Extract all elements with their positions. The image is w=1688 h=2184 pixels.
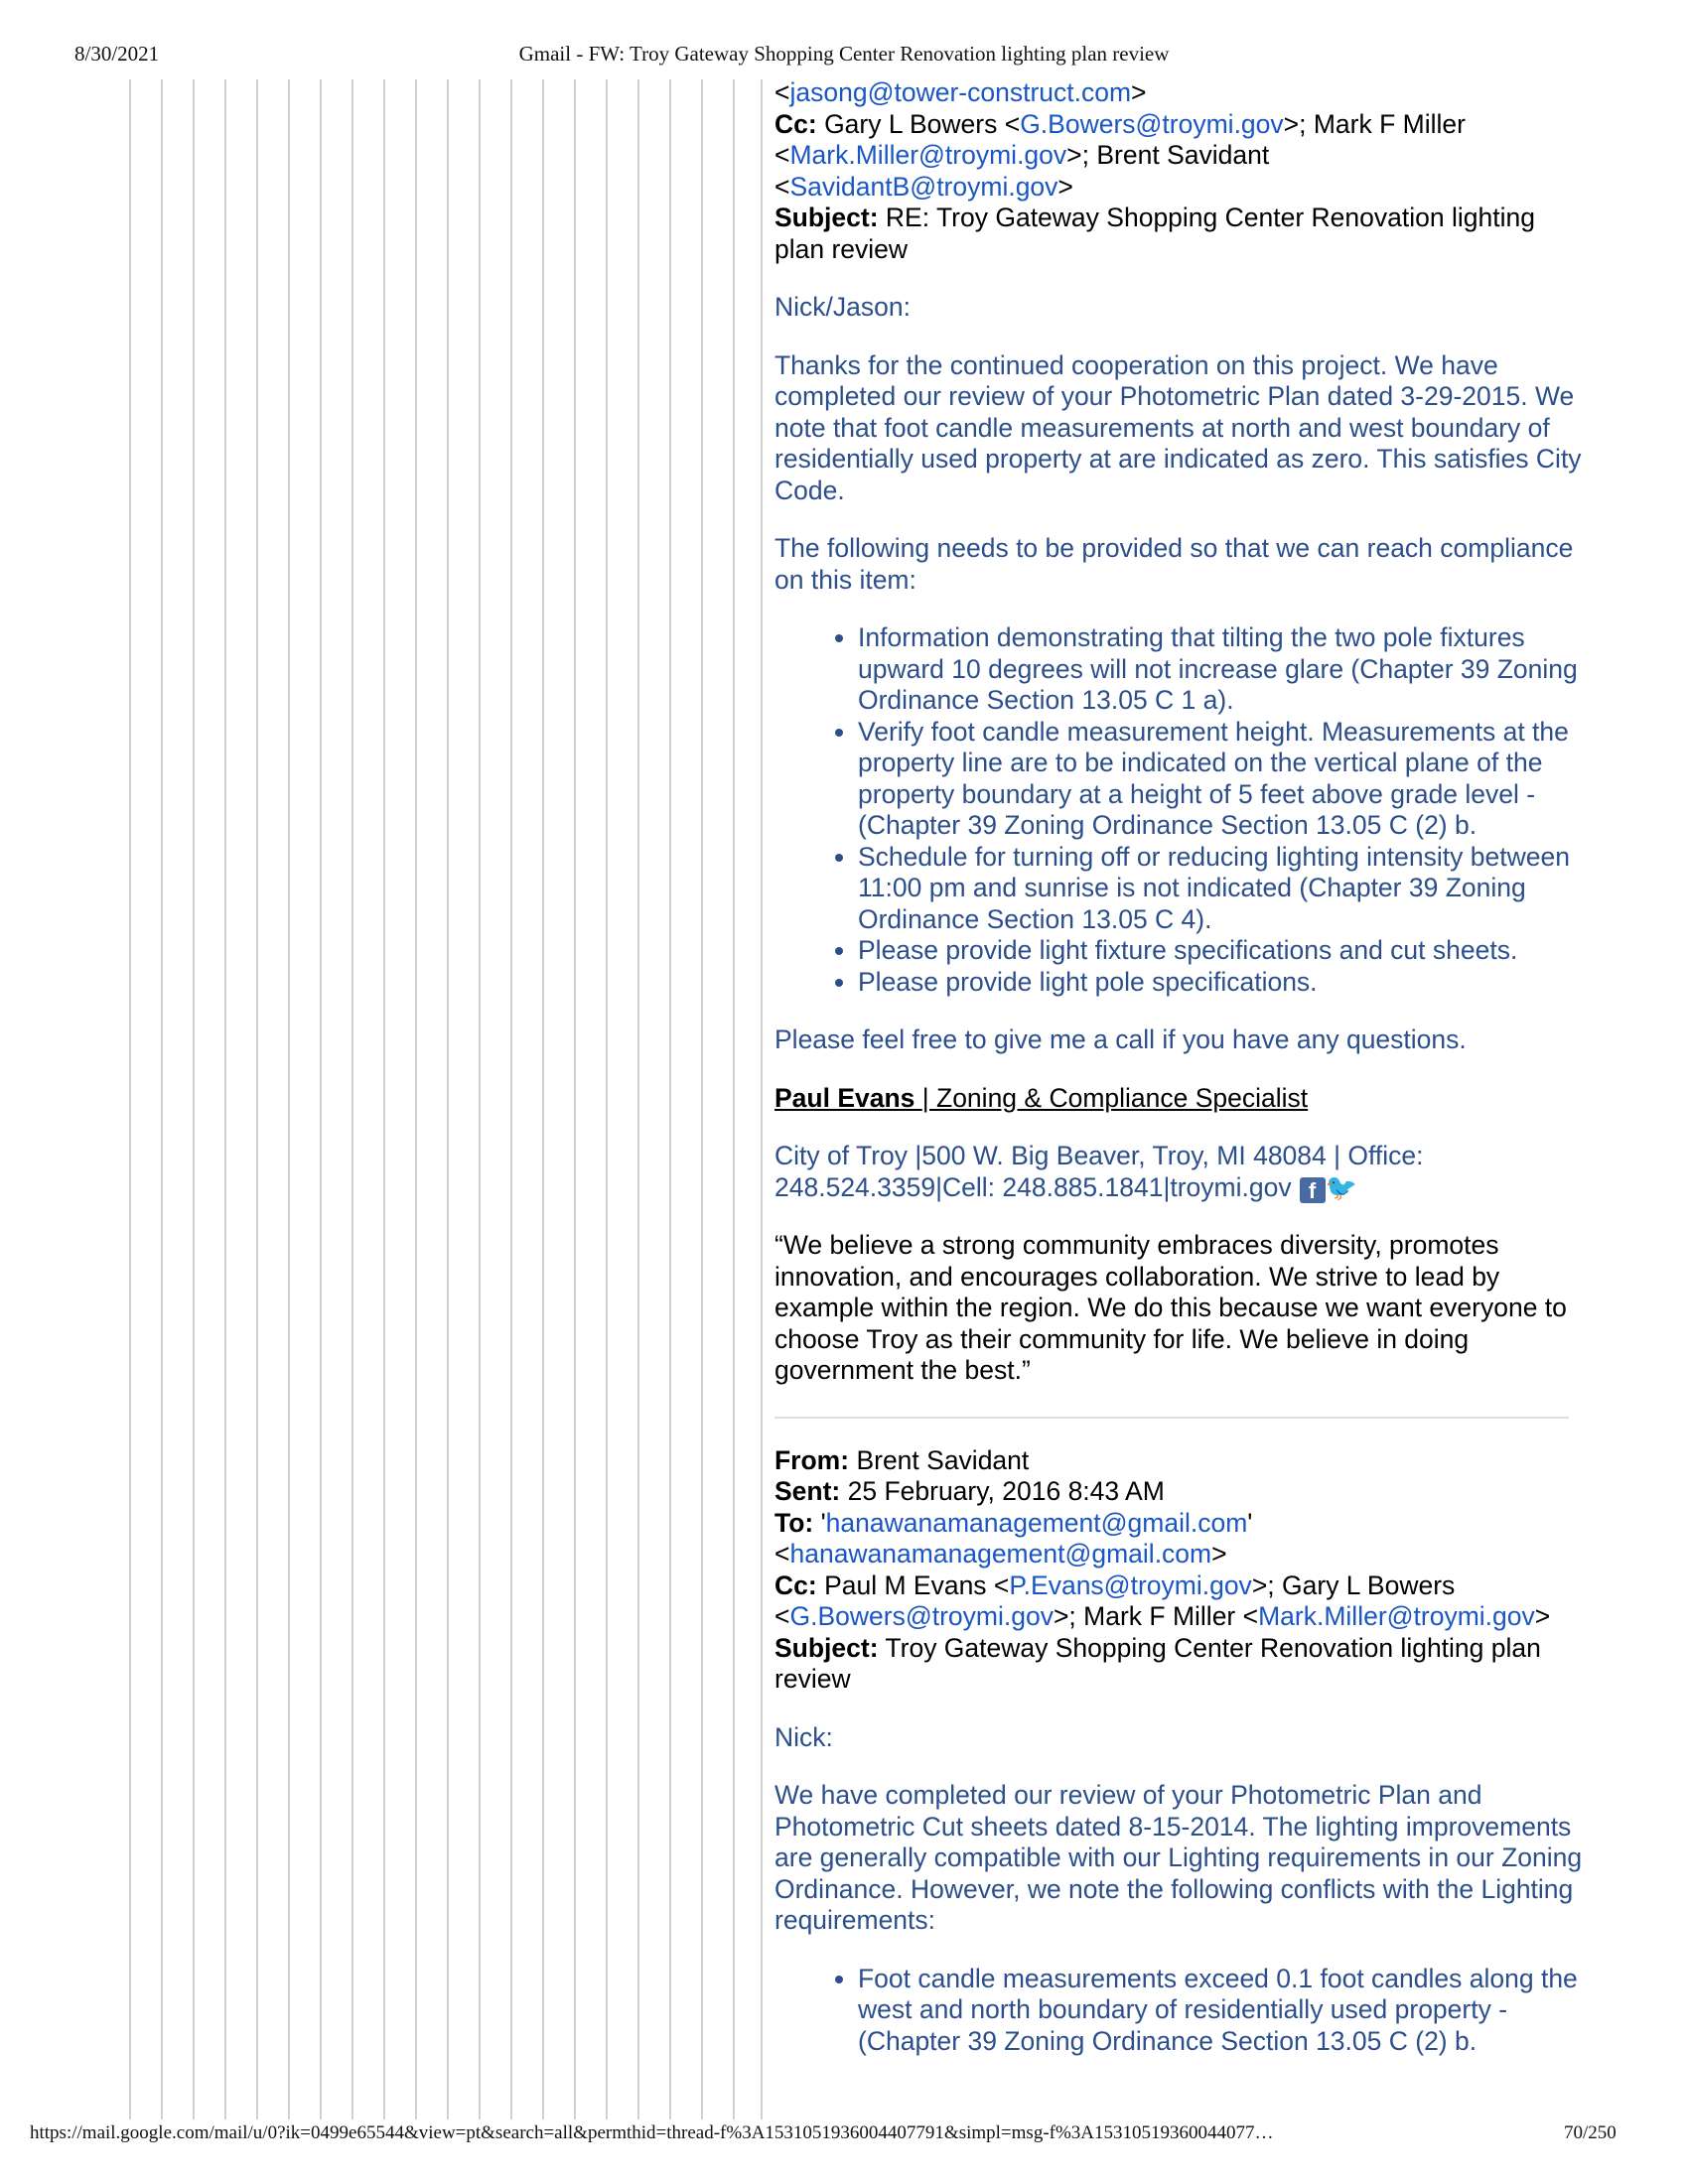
email-link[interactable]: Mark.Miller@troymi.gov (789, 140, 1067, 170)
page-number: 70/250 (1564, 2122, 1617, 2143)
twitter-icon[interactable]: 🐦 (1325, 1171, 1357, 1202)
email-link[interactable]: hanawanamanagement@gmail.com (789, 1539, 1212, 1569)
message-divider (774, 1417, 1569, 1419)
facebook-icon[interactable]: f (1300, 1177, 1326, 1203)
cc-line: Cc: Paul M Evans <P.Evans@troymi.gov>; Gary L Bowers <G.Bowers@troymi.gov>; Mark F Miller <Mark.Miller@troymi.gov> (774, 1570, 1551, 1631)
print-url: https://mail.google.com/mail/u/0?ik=0499e65544&view=pt&search=all&permthid=thread-f%3A1531051936004407791&simpl=msg-f%3A15310519360044077… (30, 2122, 1274, 2143)
to-continuation: <jasong@tower-construct.com> (774, 77, 1147, 107)
email-link[interactable]: G.Bowers@troymi.gov (1020, 108, 1284, 139)
list-item: • Information demonstrating that tilting the two pole fixtures upward 10 degrees will not increase glare (Chapter 39 Zoning Ordinance Section 13.05 C 1 a). (858, 622, 1589, 717)
from-line: From: Brent Savidant (774, 1444, 1030, 1475)
paragraph: Thanks for the continued cooperation on this project. We have completed our review of your Photometric Plan dated 3-29-2015. We note that foot candle measurements at north and west boundary of residentially used property at are indicated as zero. This satisfies City Code. (774, 349, 1582, 505)
list-item: • Please provide light pole specifications. (858, 967, 1589, 999)
paragraph: We have completed our review of your Photometric Plan and Photometric Cut sheets dated 8-15-2014. The lighting improvements are generally compatible with our Lighting requirements in our Zoning Ordinance. However, we note the following conflicts with the Lighting requirements: (774, 1780, 1583, 1935)
list-item: • Schedule for turning off or reducing lighting intensity between 11:00 pm and sunrise is not indicated (Chapter 39 Zoning Ordinance Section 13.05 C 4). (858, 842, 1589, 936)
signature-name: Paul Evans | Zoning & Compliance Specialist (774, 1082, 1309, 1113)
message-body (774, 77, 1589, 2057)
email-link[interactable]: G.Bowers@troymi.gov (789, 1601, 1054, 1631)
to-line: To: 'hanawanamanagement@gmail.com' <hanawanamanagement@gmail.com> (774, 1507, 1253, 1569)
email-link[interactable]: jasong@tower-construct.com (789, 77, 1132, 107)
list-item: • Please provide light fixture specifications and cut sheets. (858, 935, 1589, 967)
subject-line: Subject: Troy Gateway Shopping Center Renovation lighting plan review (774, 1632, 1541, 1694)
print-date: 8/30/2021 (74, 42, 160, 66)
email-link[interactable]: P.Evans@troymi.gov (1009, 1570, 1252, 1600)
greeting: Nick/Jason: (774, 292, 911, 322)
email-link[interactable]: SavidantB@troymi.gov (789, 171, 1058, 202)
print-title: Gmail - FW: Troy Gateway Shopping Center Renovation lighting plan review (518, 42, 1170, 66)
sent-line: Sent: 25 February, 2016 8:43 AM (774, 1476, 1165, 1506)
conflicts-list (774, 1964, 1589, 2058)
subject-line: Subject: RE: Troy Gateway Shopping Center Renovation lighting plan review (774, 203, 1535, 264)
list-item: • Verify foot candle measurement height. Measurements at the property line are to be indicated on the vertical plane of the property boundary at a height of 5 feet above grade level - (Chapter 39 Zoning Ordinance Section 13.05 C (2) b. (858, 717, 1589, 842)
requirements-list (774, 622, 1589, 998)
cc-line: Cc: Gary L Bowers <G.Bowers@troymi.gov>; Mark F Miller <Mark.Miller@troymi.gov>; Brent Savidant <SavidantB@troymi.gov> (774, 108, 1466, 202)
closing: Please feel free to give me a call if you have any questions. (774, 1024, 1467, 1054)
email-link[interactable]: hanawanamanagement@gmail.com (825, 1507, 1248, 1538)
paragraph: The following needs to be provided so that we can reach compliance on this item: (774, 533, 1574, 595)
greeting: Nick: (774, 1721, 833, 1752)
signature-contact: City of Troy |500 W. Big Beaver, Troy, MI 48084 | Office: 248.524.3359|Cell: 248.885.1841|troymi.gov f 🐦 (774, 1141, 1424, 1203)
email-link[interactable]: Mark.Miller@troymi.gov (1258, 1601, 1535, 1631)
list-item: • Foot candle measurements exceed 0.1 foot candles along the west and north boundary of residentially used property - (Chapter 39 Zoning Ordinance Section 13.05 C (2) b. (858, 1964, 1589, 2058)
mission-quote: “We believe a strong community embraces diversity, promotes innovation, and encourages collaboration. We strive to lead by example within the region. We do this because we want everyone to choose Troy as their community for life. We believe in doing government the best.” (774, 1230, 1567, 1385)
quoted-thread-bars (129, 79, 765, 2119)
